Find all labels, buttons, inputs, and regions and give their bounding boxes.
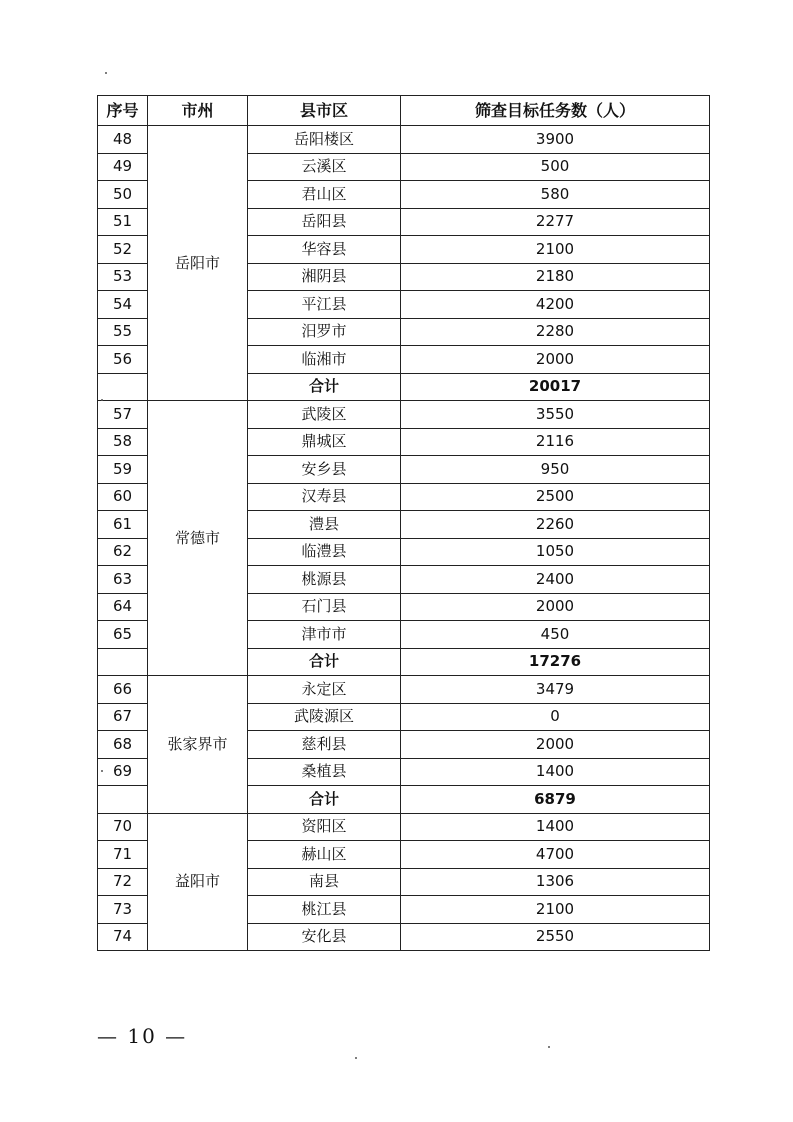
county-cell: 南县 xyxy=(248,868,401,896)
header-city: 市州 xyxy=(148,96,248,126)
target-count-cell: 2000 xyxy=(401,593,710,621)
county-cell: 汉寿县 xyxy=(248,483,401,511)
target-count-cell: 4700 xyxy=(401,841,710,869)
scan-speck xyxy=(101,770,103,772)
serial-number-cell: 66 xyxy=(98,676,148,704)
serial-number-cell: 72 xyxy=(98,868,148,896)
target-count-cell: 1400 xyxy=(401,813,710,841)
county-cell: 汨罗市 xyxy=(248,318,401,346)
subtotal-value: 20017 xyxy=(401,373,710,401)
serial-number-cell: 54 xyxy=(98,291,148,319)
county-cell: 云溪区 xyxy=(248,153,401,181)
city-cell: 岳阳市 xyxy=(148,126,248,401)
county-cell: 赫山区 xyxy=(248,841,401,869)
county-cell: 安乡县 xyxy=(248,456,401,484)
serial-number-cell: 67 xyxy=(98,703,148,731)
page-number: — 10 — xyxy=(97,1024,188,1048)
subtotal-label: 合计 xyxy=(248,648,401,676)
county-cell: 桑植县 xyxy=(248,758,401,786)
county-cell: 临澧县 xyxy=(248,538,401,566)
scan-speck xyxy=(101,399,103,401)
target-count-cell: 2280 xyxy=(401,318,710,346)
serial-number-cell: 71 xyxy=(98,841,148,869)
county-cell: 鼎城区 xyxy=(248,428,401,456)
target-count-cell: 1050 xyxy=(401,538,710,566)
county-cell: 资阳区 xyxy=(248,813,401,841)
city-cell: 张家界市 xyxy=(148,676,248,814)
county-cell: 澧县 xyxy=(248,511,401,539)
serial-number-cell: 63 xyxy=(98,566,148,594)
serial-number-cell xyxy=(98,786,148,814)
target-count-cell: 2000 xyxy=(401,346,710,374)
serial-number-cell: 59 xyxy=(98,456,148,484)
target-count-cell: 2116 xyxy=(401,428,710,456)
county-cell: 武陵源区 xyxy=(248,703,401,731)
target-count-cell: 2100 xyxy=(401,896,710,924)
target-count-cell: 2180 xyxy=(401,263,710,291)
scan-speck xyxy=(105,72,107,74)
serial-number-cell: 52 xyxy=(98,236,148,264)
target-count-cell: 450 xyxy=(401,621,710,649)
table-row xyxy=(98,401,710,429)
county-cell: 平江县 xyxy=(248,291,401,319)
table-row xyxy=(98,813,710,841)
target-count-cell: 2550 xyxy=(401,923,710,951)
serial-number-cell: 68 xyxy=(98,731,148,759)
city-cell: 益阳市 xyxy=(148,813,248,951)
header-serial: 序号 xyxy=(98,96,148,126)
county-cell: 临湘市 xyxy=(248,346,401,374)
county-cell: 湘阴县 xyxy=(248,263,401,291)
serial-number-cell: 49 xyxy=(98,153,148,181)
serial-number-cell: 58 xyxy=(98,428,148,456)
serial-number-cell: 65 xyxy=(98,621,148,649)
subtotal-label: 合计 xyxy=(248,786,401,814)
target-count-cell: 2260 xyxy=(401,511,710,539)
target-count-cell: 4200 xyxy=(401,291,710,319)
target-count-cell: 3900 xyxy=(401,126,710,154)
county-cell: 桃江县 xyxy=(248,896,401,924)
subtotal-value: 6879 xyxy=(401,786,710,814)
serial-number-cell: 69 xyxy=(98,758,148,786)
serial-number-cell: 53 xyxy=(98,263,148,291)
serial-number-cell: 60 xyxy=(98,483,148,511)
serial-number-cell: 73 xyxy=(98,896,148,924)
target-count-cell: 0 xyxy=(401,703,710,731)
county-cell: 桃源县 xyxy=(248,566,401,594)
target-count-cell: 2277 xyxy=(401,208,710,236)
county-cell: 安化县 xyxy=(248,923,401,951)
serial-number-cell: 56 xyxy=(98,346,148,374)
target-count-cell: 2500 xyxy=(401,483,710,511)
city-cell: 常德市 xyxy=(148,401,248,676)
serial-number-cell: 50 xyxy=(98,181,148,209)
scan-speck xyxy=(548,1046,550,1048)
serial-number-cell xyxy=(98,648,148,676)
target-count-cell: 950 xyxy=(401,456,710,484)
serial-number-cell: 70 xyxy=(98,813,148,841)
target-count-cell: 2000 xyxy=(401,731,710,759)
serial-number-cell xyxy=(98,373,148,401)
county-cell: 君山区 xyxy=(248,181,401,209)
county-cell: 津市市 xyxy=(248,621,401,649)
county-cell: 慈利县 xyxy=(248,731,401,759)
serial-number-cell: 57 xyxy=(98,401,148,429)
scan-speck xyxy=(355,1057,357,1059)
serial-number-cell: 61 xyxy=(98,511,148,539)
target-count-cell: 3550 xyxy=(401,401,710,429)
county-cell: 武陵区 xyxy=(248,401,401,429)
target-count-cell: 500 xyxy=(401,153,710,181)
county-cell: 岳阳楼区 xyxy=(248,126,401,154)
table-row xyxy=(98,126,710,154)
target-count-cell: 1306 xyxy=(401,868,710,896)
county-cell: 石门县 xyxy=(248,593,401,621)
table-body xyxy=(98,126,710,951)
table-row xyxy=(98,676,710,704)
target-count-cell: 3479 xyxy=(401,676,710,704)
serial-number-cell: 62 xyxy=(98,538,148,566)
header-county: 县市区 xyxy=(248,96,401,126)
subtotal-value: 17276 xyxy=(401,648,710,676)
target-count-cell: 1400 xyxy=(401,758,710,786)
task-table xyxy=(97,95,710,951)
table-header-row xyxy=(98,96,710,126)
target-count-cell: 2100 xyxy=(401,236,710,264)
serial-number-cell: 55 xyxy=(98,318,148,346)
serial-number-cell: 74 xyxy=(98,923,148,951)
county-cell: 华容县 xyxy=(248,236,401,264)
header-target: 筛查目标任务数（人） xyxy=(401,96,710,126)
county-cell: 岳阳县 xyxy=(248,208,401,236)
target-count-cell: 2400 xyxy=(401,566,710,594)
serial-number-cell: 48 xyxy=(98,126,148,154)
serial-number-cell: 64 xyxy=(98,593,148,621)
serial-number-cell: 51 xyxy=(98,208,148,236)
subtotal-label: 合计 xyxy=(248,373,401,401)
county-cell: 永定区 xyxy=(248,676,401,704)
target-count-cell: 580 xyxy=(401,181,710,209)
